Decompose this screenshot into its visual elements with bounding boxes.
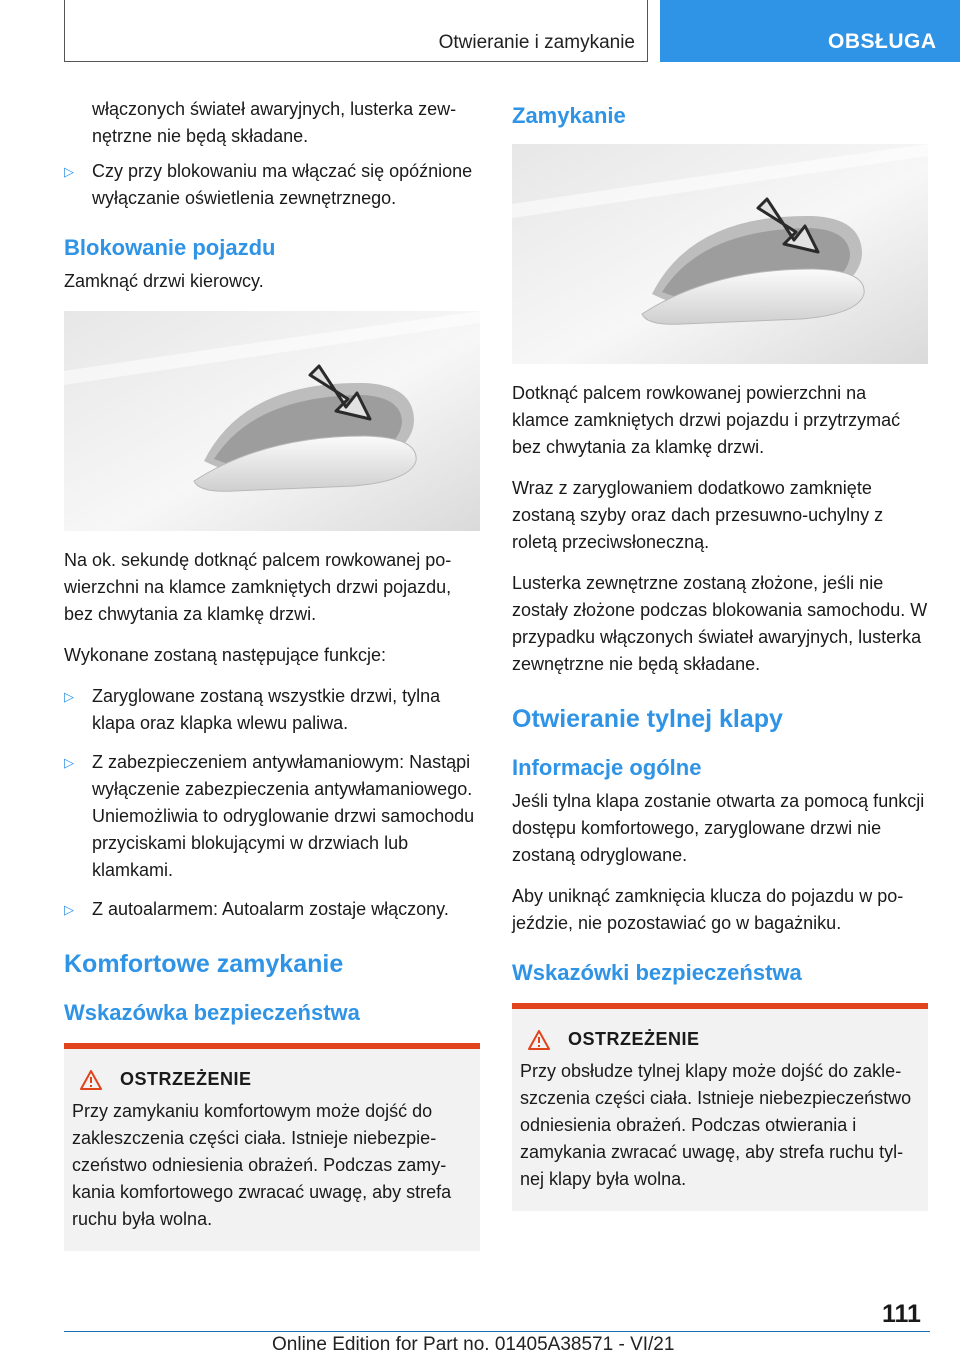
close-text-2: Wraz z zaryglowaniem dodatkowo zamknięte zostaną szyby oraz dach przesuwno-uchylny z roletą przeciwsłoneczną. xyxy=(512,478,884,552)
warning-title: OSTRZEŻENIE xyxy=(120,1069,252,1089)
triangle-bullet-icon: ▷ xyxy=(64,902,74,917)
option-list xyxy=(64,158,480,212)
header-title: Otwieranie i zamykanie xyxy=(438,32,635,53)
list-item xyxy=(64,683,480,737)
close-text: Dotknąć palcem rowkowanej powierzchni na klamce zamkniętych drzwi pojazdu i przytrzymać bez chwytania za klamkę drzwi. xyxy=(512,383,901,457)
safety-heading: Wskazówki bezpieczeństwa xyxy=(512,960,802,985)
page-number: 111 xyxy=(882,1300,921,1328)
lock-heading: Blokowanie pojazdu xyxy=(64,235,276,260)
left-column xyxy=(64,96,480,1251)
list-item-text: Z autoalarmem: Autoalarm zostaje włączony. xyxy=(92,899,449,919)
door-handle-illustration xyxy=(64,311,480,531)
warning-title: OSTRZEŻENIE xyxy=(568,1029,700,1049)
footer-divider xyxy=(64,1331,930,1332)
functions-list xyxy=(64,683,480,923)
warning-triangle-icon xyxy=(80,1070,102,1090)
close-heading: Zamykanie xyxy=(512,103,626,128)
continued-text: włączonych świateł awaryjnych, lusterka zewnętrzne nie będą składane. xyxy=(92,99,457,146)
close-text-3: Lusterka zewnętrzne zostaną złożone, jeśli nie zostały złożone podczas blokowania samochodu. W przypadku włączonych świateł awaryjnych, lusterka zewnętrzne nie będą składane. xyxy=(512,573,928,674)
section-tab-label: OBSŁUGA xyxy=(828,30,937,53)
list-item xyxy=(64,158,480,212)
warning-text: Przy obsłudze tylnej klapy może dojść do zakleszczenia części ciała. Istnieje niebezpieczeństwo odniesienia obrażeń. Podczas otwierania i zamykania zwracać uwagę, aby strefa ruchu tylnej klapy była wolna. xyxy=(520,1061,912,1189)
triangle-bullet-icon: ▷ xyxy=(64,689,74,704)
right-column xyxy=(512,96,928,1211)
list-item-text: Czy przy blokowaniu ma włączać się opóźnione wyłączanie oświetlenia zewnętrznego. xyxy=(92,161,473,208)
list-item-text: Z zabezpieczeniem antywłamaniowym: Nastąpi wyłączenie zabezpieczenia antywłamaniowego. Uniemożliwia to odryglowanie drzwi samochodu przyciskami blokującymi w drzwiach lub klamkami. xyxy=(92,752,475,880)
list-item xyxy=(64,749,480,884)
warning-box xyxy=(64,1043,480,1251)
comfort-heading: Komfortowe zamykanie xyxy=(64,950,344,978)
touch-text: Na ok. sekundę dotknąć palcem rowkowanej powierzchni na klamce zamkniętych drzwi pojazdu, bez chwytania za klamkę drzwi. xyxy=(64,550,452,624)
warning-text: Przy zamykaniu komfortowym może dojść do zakleszczenia części ciała. Istnieje niebezpieczeństwo odniesienia obrażeń. Podczas zamykania komfortowego zwracać uwagę, aby strefa ruchu była wolna. xyxy=(72,1101,452,1229)
header-box xyxy=(64,0,648,62)
triangle-bullet-icon: ▷ xyxy=(64,755,74,770)
list-item-text: Zaryglowane zostaną wszystkie drzwi, tylna klapa oraz klapka wlewu paliwa. xyxy=(92,686,441,733)
triangle-bullet-icon: ▷ xyxy=(64,164,74,179)
warning-header xyxy=(520,1029,918,1050)
warning-box xyxy=(512,1003,928,1211)
general-text: Jeśli tylna klapa zostanie otwarta za pomocą funkcji dostępu komfortowego, zaryglowane drzwi nie zostaną odryglowane. xyxy=(512,791,925,865)
functions-intro: Wykonane zostaną następujące funkcje: xyxy=(64,645,387,665)
door-handle-illustration xyxy=(512,144,928,364)
lock-text: Zamknąć drzwi kierowcy. xyxy=(64,271,264,291)
safety-heading: Wskazówka bezpieczeństwa xyxy=(64,1000,360,1025)
general-text-2: Aby uniknąć zamknięcia klucza do pojazdu w pojeździe, nie pozostawiać go w bagażniku. xyxy=(512,886,904,933)
list-item xyxy=(64,896,480,923)
section-tab xyxy=(660,0,960,62)
general-heading: Informacje ogólne xyxy=(512,755,702,780)
warning-triangle-icon xyxy=(528,1030,550,1050)
tailgate-heading: Otwieranie tylnej klapy xyxy=(512,705,783,733)
warning-header xyxy=(72,1069,470,1090)
footer-edition: Online Edition for Part no. 01405A38571 - VI/21 xyxy=(272,1334,675,1355)
